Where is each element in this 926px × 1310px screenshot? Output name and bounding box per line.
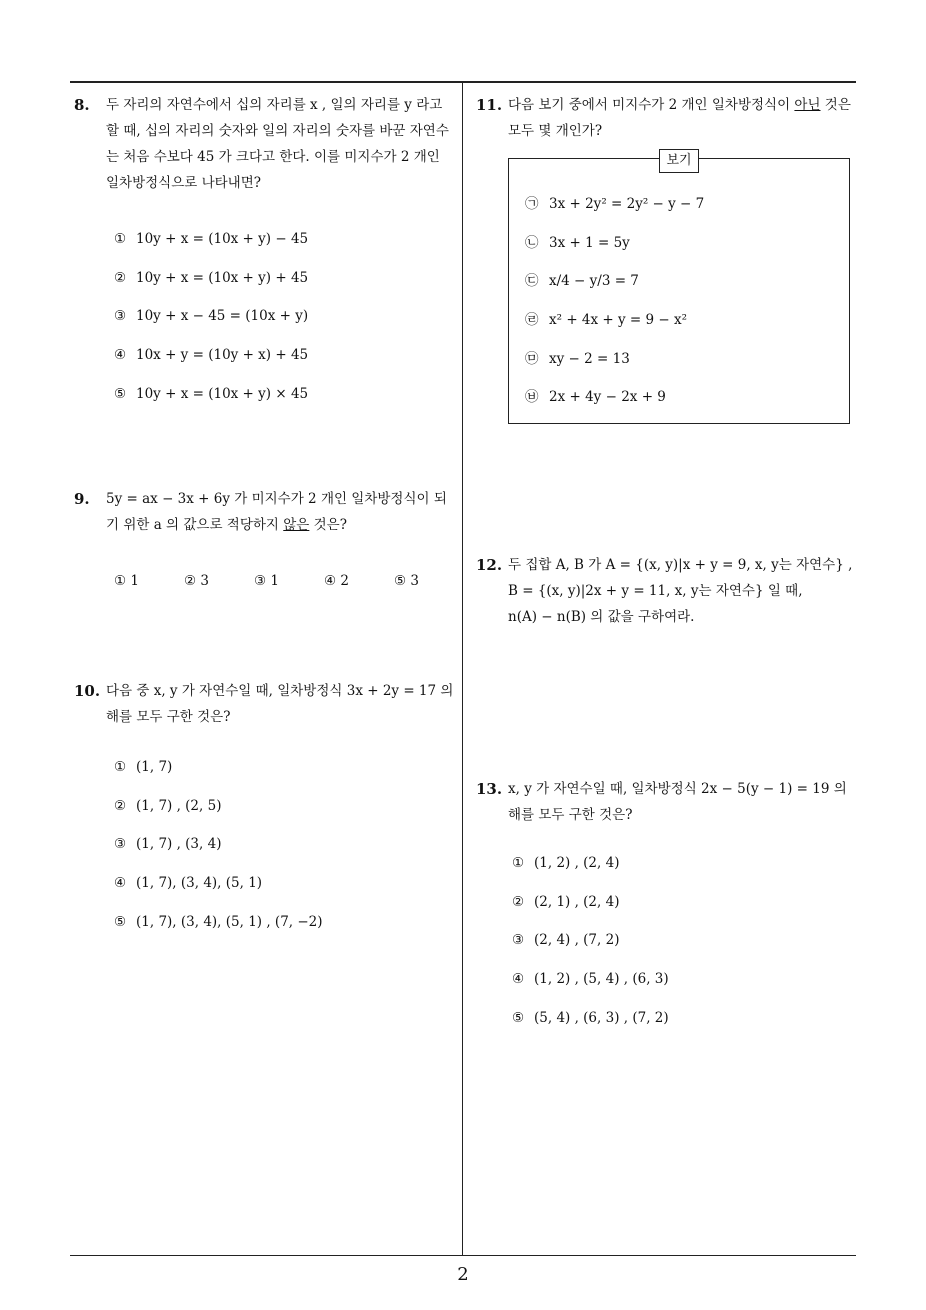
choice-2[interactable]: ② 10y + x = (10x + y) + 45	[114, 269, 309, 286]
choice-list	[74, 568, 456, 594]
column-divider	[462, 82, 463, 1256]
question-8-stem	[74, 92, 456, 196]
choice-list	[74, 754, 456, 947]
choice-5[interactable]: ⑤ 3	[394, 573, 419, 589]
choice-3[interactable]: ③ (2, 4) , (7, 2)	[512, 932, 620, 949]
bogi-item: ㉥ 2x + 4y − 2x + 9	[525, 389, 666, 406]
question-text: x, y 가 자연수일 때, 일차방정식 2x − 5(y − 1) = 19 의 해를 모두 구한 것은?	[508, 781, 847, 823]
bogi-title: 보기	[659, 149, 699, 173]
choice-4[interactable]: ④ 2	[324, 573, 349, 589]
choice-1[interactable]: ① (1, 7)	[114, 759, 173, 775]
question-13	[476, 776, 860, 1043]
choice-4[interactable]: ④ 10x + y = (10y + x) + 45	[114, 347, 309, 364]
question-9	[74, 486, 456, 594]
bogi-item: ㉡ 3x + 1 = 5y	[525, 234, 630, 251]
question-12-stem	[476, 552, 860, 630]
question-number: 10.	[74, 682, 101, 700]
choice-3[interactable]: ③ 1	[254, 573, 279, 589]
question-9-stem	[74, 486, 456, 538]
choice-5[interactable]: ⑤ (1, 7), (3, 4), (5, 1) , (7, −2)	[114, 913, 323, 930]
bogi-item: ㉤ xy − 2 = 13	[525, 350, 630, 367]
choice-5[interactable]: ⑤ (5, 4) , (6, 3) , (7, 2)	[512, 1009, 669, 1026]
header-rule	[70, 81, 856, 83]
question-number: 8.	[74, 96, 90, 114]
question-13-stem	[476, 776, 860, 828]
bogi-item-list	[525, 191, 704, 423]
bogi-item: ㉣ x² + 4x + y = 9 − x²	[525, 312, 688, 329]
footer-rule	[70, 1255, 856, 1256]
choice-3[interactable]: ③ 10y + x − 45 = (10x + y)	[114, 308, 309, 325]
question-text-line-1: 두 집합 A, B 가 A = {(x, y)|x + y = 9, x, y는 자연수} ,	[508, 557, 853, 573]
question-text-line-3: n(A) − n(B) 의 값을 구하여라.	[508, 609, 695, 625]
underlined-word: 않은	[283, 517, 310, 533]
choice-list	[74, 226, 456, 419]
question-number: 11.	[476, 96, 503, 114]
choice-5[interactable]: ⑤ 10y + x = (10x + y) × 45	[114, 385, 309, 402]
choice-2[interactable]: ② 3	[184, 573, 209, 589]
choice-3[interactable]: ③ (1, 7) , (3, 4)	[114, 836, 222, 853]
choice-2[interactable]: ② (1, 7) , (2, 5)	[114, 797, 222, 814]
question-text-line-2: B = {(x, y)|2x + y = 11, x, y는 자연수} 일 때,	[508, 583, 803, 599]
underlined-word: 아닌	[794, 97, 821, 113]
question-11	[476, 92, 860, 144]
question-number: 12.	[476, 556, 503, 574]
choice-1[interactable]: ① 10y + x = (10x + y) − 45	[114, 231, 309, 247]
question-11-stem	[476, 92, 860, 144]
choice-2[interactable]: ② (2, 1) , (2, 4)	[512, 893, 620, 910]
question-12	[476, 552, 860, 630]
choice-4[interactable]: ④ (1, 7), (3, 4), (5, 1)	[114, 875, 263, 892]
question-8	[74, 92, 456, 419]
question-text: 5y = ax − 3x + 6y 가 미지수가 2 개인 일차방정식이 되기 위한 a 의 값으로 적당하지 않은 것은?	[106, 491, 447, 533]
choice-list	[476, 850, 860, 1043]
choice-1[interactable]: ① (1, 2) , (2, 4)	[512, 855, 620, 871]
question-text: 다음 중 x, y 가 자연수일 때, 일차방정식 3x + 2y = 17 의 해를 모두 구한 것은?	[106, 683, 454, 725]
page-number: 2	[457, 1264, 469, 1285]
question-10-stem	[74, 678, 456, 730]
choice-1[interactable]: ① 1	[114, 573, 139, 589]
question-text: 다음 보기 중에서 미지수가 2 개인 일차방정식이 아닌 것은 모두 몇 개인가?	[508, 97, 851, 139]
bogi-item: ㉢ x/4 − y/3 = 7	[525, 273, 639, 290]
question-text: 두 자리의 자연수에서 십의 자리를 x , 일의 자리를 y 라고 할 때, 십의 자리의 숫자와 일의 자리의 숫자를 바꾼 자연수는 처음 수보다 45 가 크다고 한다. 이를 미지수가 2 개인 일차방정식으로 나타내면?	[106, 97, 449, 191]
question-number: 13.	[476, 780, 503, 798]
question-10	[74, 678, 456, 947]
choice-4[interactable]: ④ (1, 2) , (5, 4) , (6, 3)	[512, 971, 669, 988]
bogi-box	[508, 153, 850, 424]
question-number: 9.	[74, 490, 90, 508]
bogi-item: ㉠ 3x + 2y² = 2y² − y − 7	[525, 196, 705, 212]
